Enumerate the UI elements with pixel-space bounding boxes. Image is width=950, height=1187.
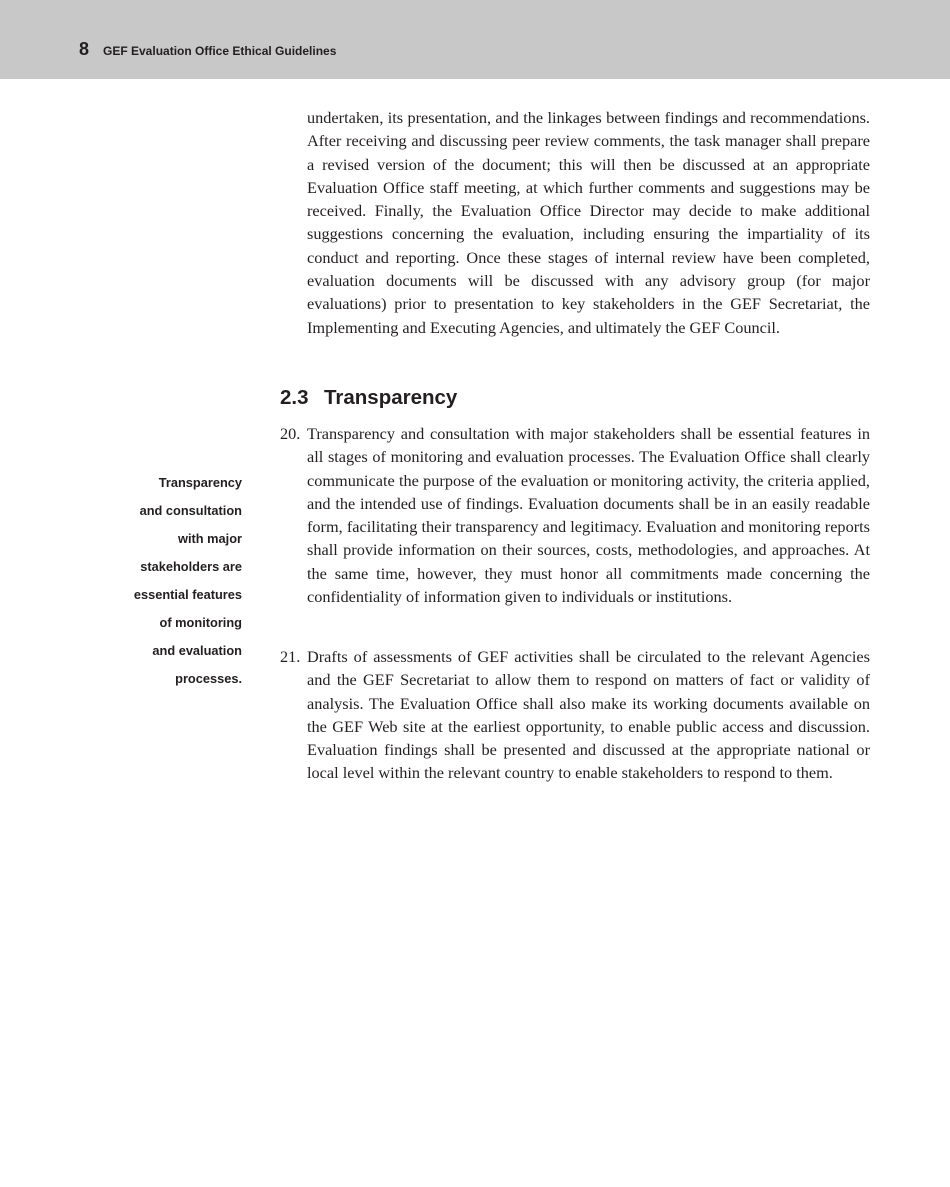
paragraph-number: 21. xyxy=(280,647,301,666)
sidebar-pull-quote xyxy=(100,469,242,693)
section-title: Transparency xyxy=(324,386,458,409)
intro-paragraph: undertaken, its presentation, and the linkages between findings and recommendations. After receiving and discussing peer review comments, the task manager shall prepare a revised version of the document; this will then be discussed at an appropriate Evaluation Office staff meeting, at which further comments and suggestions may be received. Finally, the Evaluation Office Director may decide to make additional suggestions concerning the evaluation, including ensuring the impartiality of its conduct and reporting. Once these stages of internal review have been completed, evaluation documents will be discussed with any advisory group (for major evaluations) prior to presentation to key stakeholders in the GEF Secretariat, the Implementing and Executing Agencies, and ultimately the GEF Council. xyxy=(307,108,870,337)
paragraph-20 xyxy=(280,422,870,608)
pull-quote-line: processes. xyxy=(175,671,242,686)
pull-quote-line: stakeholders are xyxy=(140,559,242,574)
pull-quote-line: Transparency xyxy=(158,475,242,490)
section-heading xyxy=(280,385,870,411)
pull-quote-line: and consultation xyxy=(139,503,242,518)
pull-quote-line: and evaluation xyxy=(152,643,242,658)
pull-quote-line: essential features xyxy=(133,587,242,602)
section-number: 2.3 xyxy=(280,386,309,409)
page-number: 8 xyxy=(79,39,90,59)
page-header xyxy=(0,0,950,79)
paragraph-number: 20. xyxy=(280,424,301,443)
paragraph-text: Transparency and consultation with major stakeholders shall be essential features in all stages of monitoring and evaluation processes. The Evaluation Office shall clearly communicate the purpose of the evaluation or monitoring activity, the criteria applied, and the intended use of findings. Evaluation documents shall be in an easily readable form, facilitating their transparency and legitimacy. Evaluation and monitoring reports shall provide information on their sources, costs, methodologies, and approaches. At the same time, however, they must honor all commitments made concerning the confidentiality of information given to individuals or institutions. xyxy=(307,424,870,607)
running-title: GEF Evaluation Office Ethical Guidelines xyxy=(103,44,337,58)
pull-quote-line: with major xyxy=(178,531,242,546)
paragraph-text: Drafts of assessments of GEF activities shall be circulated to the relevant Agencies and the GEF Secretariat to allow them to respond on matters of fact or validity of analysis. The Evaluation Office shall also make its working documents available on the GEF Web site at the earliest opportunity, to enable public access and discussion. Evaluation findings shall be presented and discussed at the appropriate national or local level within the relevant country to enable stakeholders to respond to them. xyxy=(307,647,870,783)
pull-quote-line: of monitoring xyxy=(159,615,242,630)
paragraph-21 xyxy=(280,645,870,785)
